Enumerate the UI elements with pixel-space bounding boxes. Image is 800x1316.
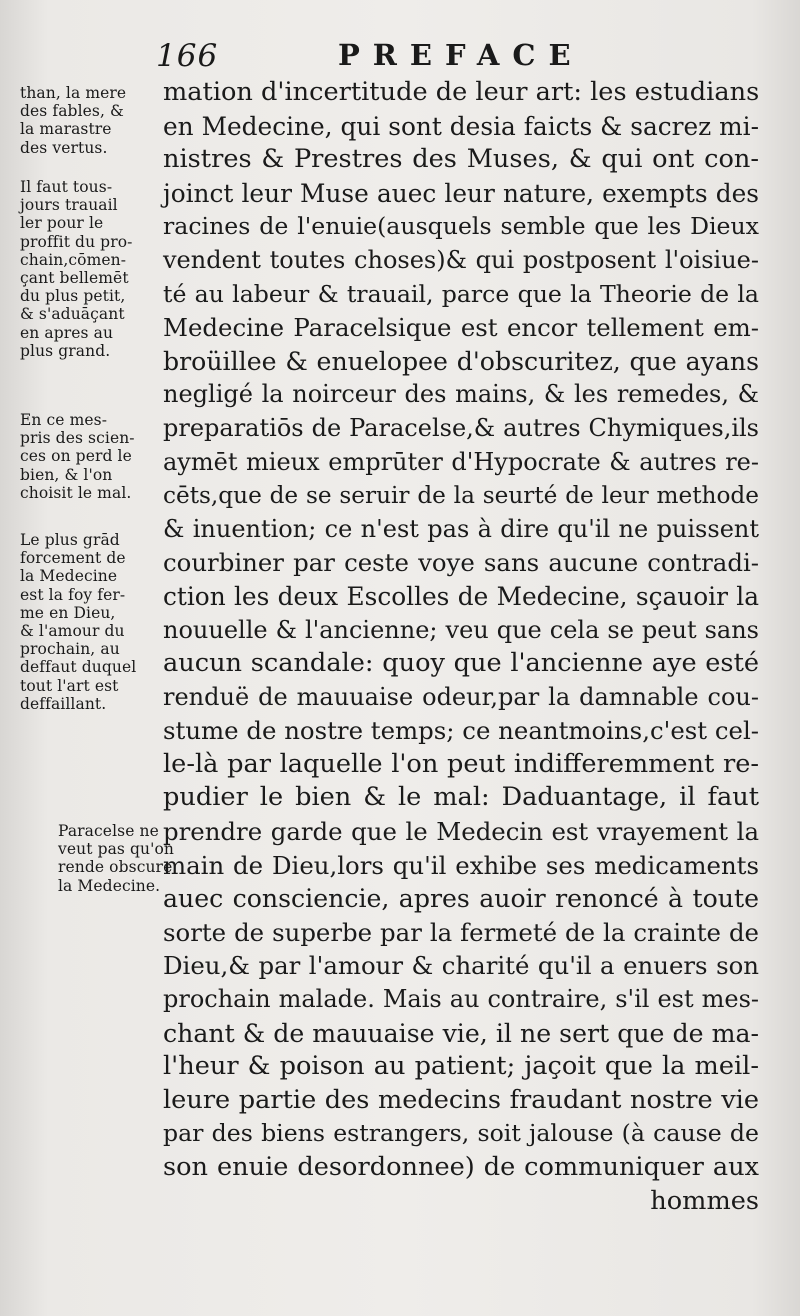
margin-note-line: choisit le mal.	[20, 483, 132, 502]
margin-note-line: bien, & l'on	[20, 465, 113, 484]
text-line: aymēt mieux emprūter d'Hypocrate & autres re-	[163, 447, 759, 476]
text-line: l'heur & poison au patient; jaçoit que la meil-	[163, 1051, 759, 1082]
text-line: cēts,que de se seruir de la seurté de leur methode	[163, 482, 759, 510]
text-line: ction les deux Escolles de Medecine, sçauoir la	[163, 581, 759, 611]
page-number: 166	[156, 38, 219, 74]
running-head: PREFACE	[338, 38, 584, 72]
text-line: & inuention; ce n'est pas à dire qu'il ne puissent	[163, 514, 759, 543]
margin-note-line: çant bellemēt	[20, 269, 129, 288]
catchword: hommes	[650, 1185, 759, 1216]
margin-note	[20, 411, 135, 502]
margin-note-line: ces on perd le	[20, 447, 132, 466]
margin-note-line: chain,cōmen-	[20, 250, 127, 269]
margin-note-line: prochain, au	[20, 640, 120, 659]
text-line: nouuelle & l'ancienne; veu que cela se peut sans	[163, 615, 759, 644]
margin-note-line: proffit du pro-	[20, 232, 133, 251]
margin-note-line: deffaillant.	[20, 694, 107, 713]
margin-note-line: Le plus grād	[20, 531, 120, 549]
margin-note	[20, 84, 126, 157]
text-line: broüillee & enuelopee d'obscuritez, que ayans	[163, 346, 759, 376]
text-line: leure partie des medecins fraudant nostre vie	[163, 1084, 759, 1115]
main-text-column	[163, 76, 763, 1218]
margin-note-line: la marastre	[20, 120, 112, 139]
margin-note-line: des vertus.	[20, 138, 108, 157]
margin-note-line: veut pas qu'on	[58, 840, 174, 859]
margin-note-line: du plus petit,	[20, 287, 126, 306]
text-line: joinct leur Muse auec leur nature, exempts des	[163, 178, 759, 208]
text-line: Medecine Paracelsique est encor tellement em-	[163, 313, 759, 343]
margin-note-line: pris des scien-	[20, 429, 135, 448]
text-line: té au labeur & trauail, parce que la Theorie de la	[163, 279, 759, 308]
margin-note-line: & l'amour du	[20, 622, 125, 641]
text-line: mation d'incertitude de leur art: les estudians	[163, 77, 760, 107]
margin-note-line: plus grand.	[20, 341, 111, 360]
margin-note-line: & s'aduāçant	[20, 305, 125, 324]
text-line: son enuie desordonnee) de communiquer aux	[163, 1152, 759, 1182]
margin-note-line: Il faut tous-	[20, 178, 113, 196]
text-line: sorte de superbe par la fermeté de la crainte de	[163, 917, 759, 947]
margin-note-line: tout l'art est	[20, 676, 119, 695]
text-line: prendre garde que le Medecin est vrayement la	[163, 817, 759, 847]
margin-note	[20, 178, 132, 360]
text-line: courbiner par ceste voye sans aucune contradi-	[163, 548, 759, 578]
text-line: nistres & Prestres des Muses, & qui ont con-	[163, 144, 759, 175]
margin-note-line: me en Dieu,	[20, 603, 116, 622]
text-line: Dieu,& par l'amour & charité qu'il a enuers son	[163, 951, 759, 981]
margin-note	[58, 822, 174, 895]
text-line: par des biens estrangers, soit jalouse (à cause de	[163, 1119, 759, 1148]
margin-note-line: jours trauail	[20, 196, 118, 215]
text-line: renduë de mauuaise odeur,par la damnable cou-	[163, 682, 759, 711]
text-line: prochain malade. Mais au contraire, s'il est mes-	[163, 985, 759, 1014]
margin-note	[20, 531, 136, 713]
text-line: en Medecine, qui sont desia faicts & sacrez mi-	[163, 111, 759, 141]
margin-note-line: En ce mes-	[20, 411, 108, 429]
margin-note-line: forcement de	[20, 549, 126, 568]
text-line: chant & de mauuaise vie, il ne sert que de ma-	[163, 1018, 759, 1048]
margin-note-line: than, la mere	[20, 84, 127, 102]
text-line: main de Dieu,lors qu'il exhibe ses medicaments	[163, 850, 759, 880]
text-line: racines de l'enuie(ausquels semble que les Dieux	[163, 212, 759, 241]
margin-note-line: la Medecine	[20, 567, 118, 586]
margin-note-line: des fables, &	[20, 102, 124, 121]
text-line: pudier le bien & le mal: Daduantage, il faut	[163, 782, 759, 813]
margin-note-line: la Medecine.	[58, 876, 161, 895]
margin-note-line: deffaut duquel	[20, 658, 137, 677]
margin-note-line: ler pour le	[20, 214, 104, 233]
text-line: stume de nostre temps; ce neantmoins,c'est cel-	[163, 716, 759, 746]
text-line: vendent toutes choses)& qui postposent l'oisiue-	[163, 245, 759, 274]
margin-note-line: est la foy fer-	[20, 585, 126, 604]
text-line: negligé la noirceur des mains, & les remedes, &	[163, 380, 759, 409]
text-line: le-là par laquelle l'on peut indifferemment re-	[163, 748, 759, 779]
text-line: auec consciencie, apres auoir renoncé à toute	[163, 884, 759, 914]
margin-note-line: Paracelse ne	[58, 822, 159, 840]
text-line: aucun scandale: quoy que l'ancienne aye esté	[163, 648, 759, 679]
text-line: preparatiōs de Paracelse,& autres Chymiques,ils	[163, 413, 759, 442]
margin-note-line: en apres au	[20, 323, 114, 342]
margin-note-line: rende obscure	[58, 858, 173, 877]
